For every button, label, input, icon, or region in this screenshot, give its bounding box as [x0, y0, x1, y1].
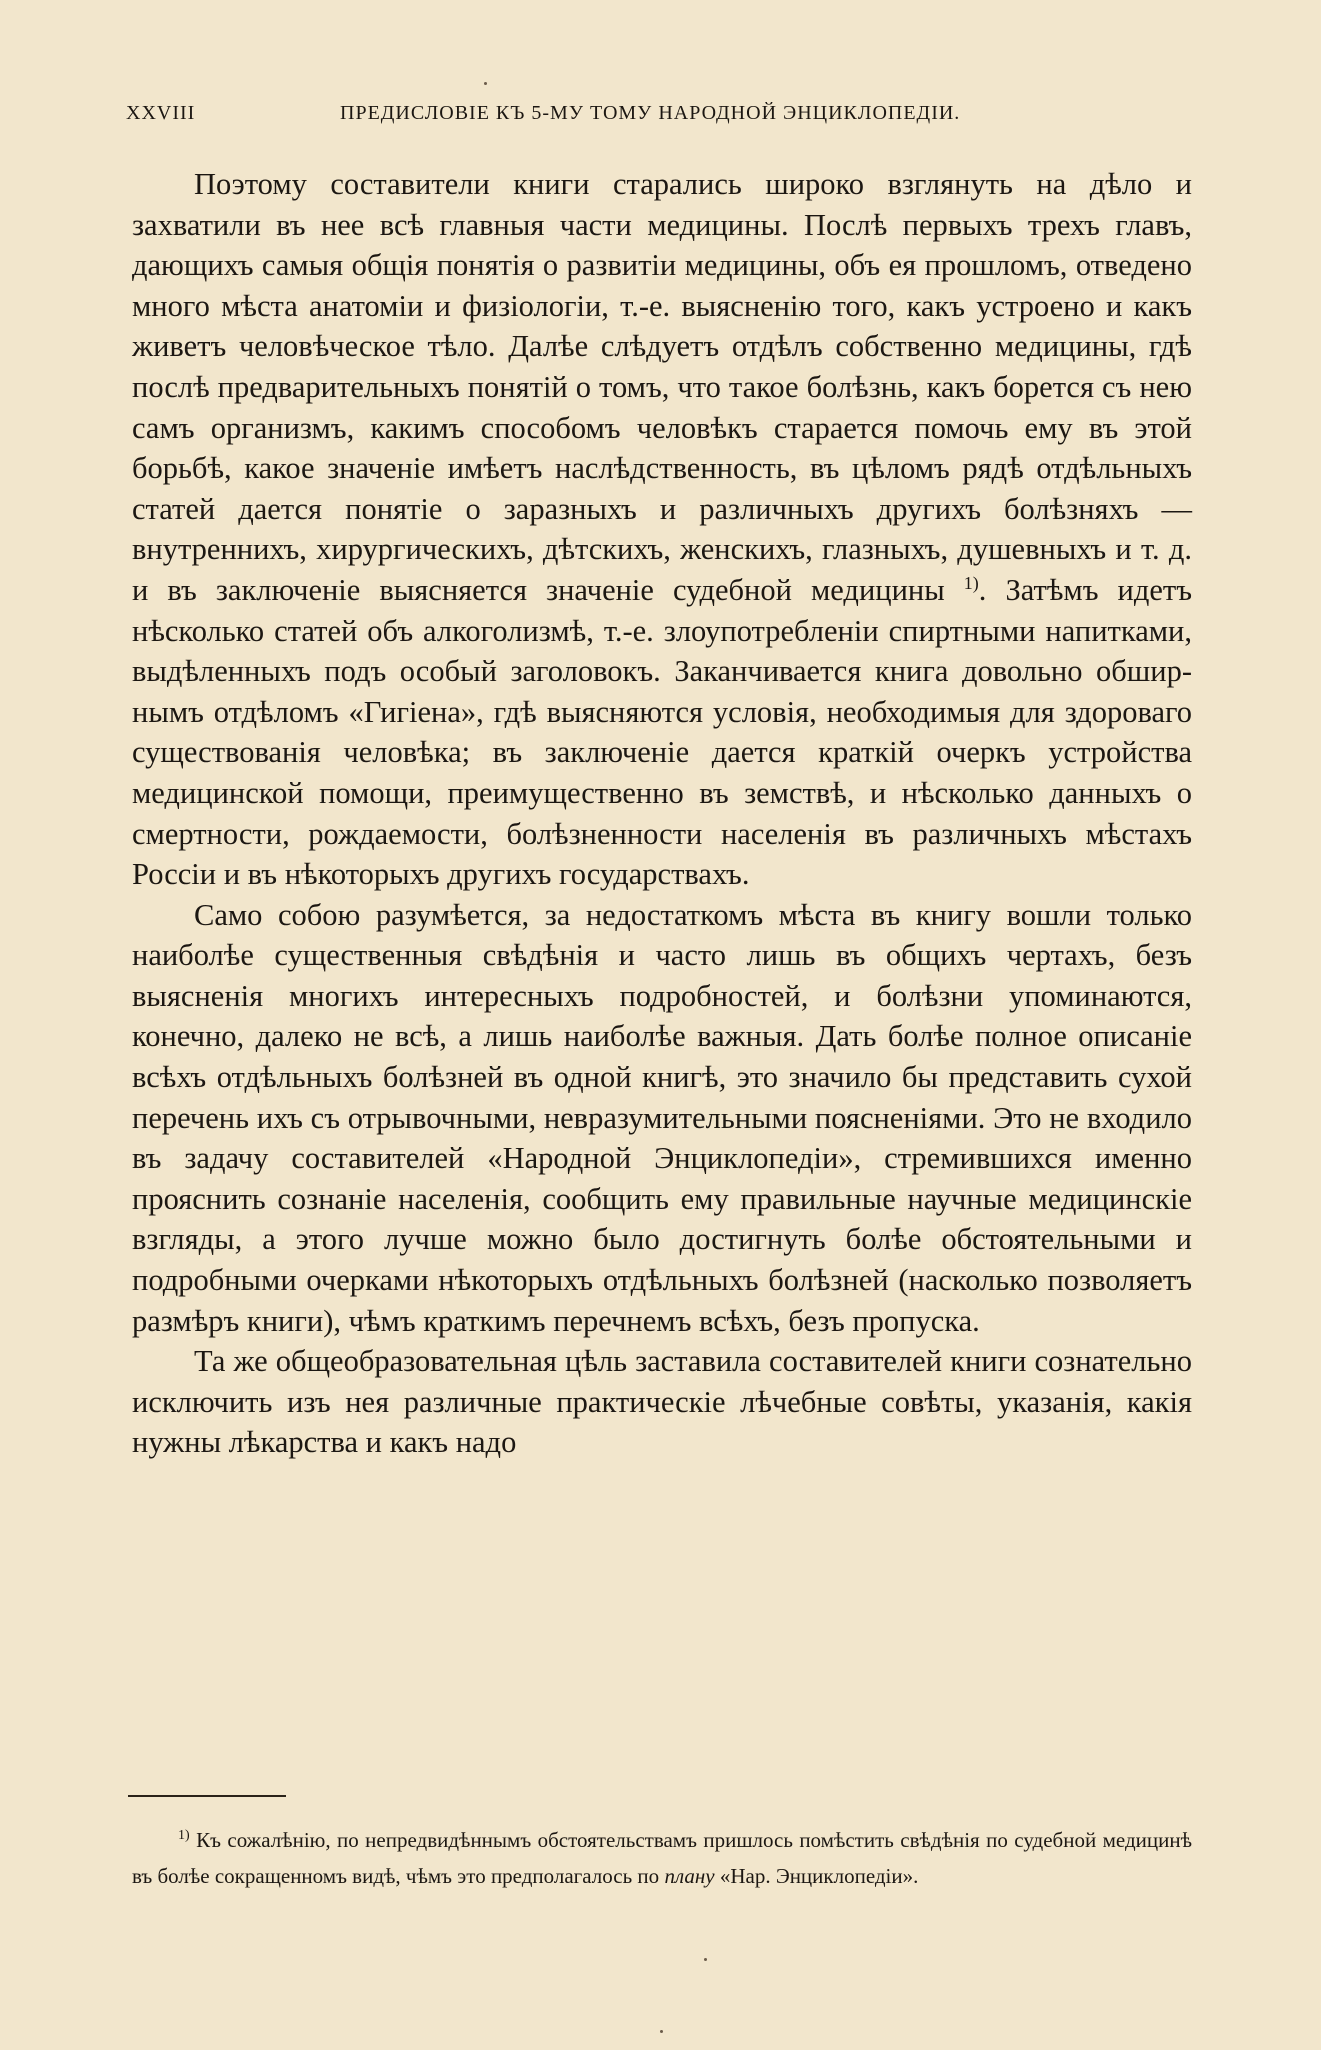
footnote-marker: 1)	[178, 1828, 190, 1843]
paper-speck	[704, 1958, 707, 1961]
footnote-reference: 1)	[963, 572, 979, 593]
running-header	[126, 96, 1196, 132]
paper-speck	[484, 82, 487, 85]
footnote-text-italic: плану	[664, 1864, 715, 1888]
footnote-text-b: «Нар. Энциклопедіи».	[714, 1864, 919, 1888]
paragraph-1	[132, 164, 1192, 895]
paragraph-2: Само собою разумѣется, за недостаткомъ мѣста въ книгу вошли только наиболѣе существенныя свѣдѣнія и часто лишь въ общихъ чертахъ, безъ выясненія многихъ интересныхъ подробностей, и болѣзни упоминаются, конечно, далеко не всѣ, а лишь наиболѣе важныя. Дать болѣе полное описаніе всѣхъ отдѣльныхъ болѣзней въ одной книгѣ, это значило бы представить сухой перечень ихъ съ отрывочными, невразумительными поясненіями. Это не входило въ задачу составителей «Народной Энциклопедіи», стремившихся именно прояснить сознаніе населенія, сообщить ему правильные научные медицинскіе взгляды, а этого лучше можно было достигнуть болѣе обстоятельными и подробными очерками нѣкоторыхъ отдѣльныхъ болѣзней (насколько позволяетъ размѣръ книги), чѣмъ краткимъ перечнемъ всѣхъ, безъ пропуска.	[132, 897, 1192, 1338]
body-text	[132, 164, 1192, 1463]
footnote-divider	[128, 1795, 286, 1797]
paragraph-3: Та же общеобразовательная цѣль заставила составителей книги сознательно исключить изъ нея различные практическіе лѣчебные совѣты, указанія, какія нужны лѣкарства и какъ надо	[132, 1344, 1192, 1460]
paragraph-1-text-b: . Затѣмъ идетъ нѣсколько статей объ алкоголизмѣ, т.-е. злоупотребленіи спиртными напитками, выдѣленныхъ подъ особый заголовокъ. Заканчивается книга довольно обширнымъ отдѣломъ «Гигіена», гдѣ выясняются условія, необходимыя для здороваго существованія человѣка; въ заключеніе дается краткій очеркъ устройства медицинской помощи, преимущественно въ земствѣ, и нѣсколько данныхъ о смертности, рождаемости, болѣзненности населенія въ различныхъ мѣстахъ Россіи и въ нѣкоторыхъ другихъ государствахъ.	[132, 572, 1193, 892]
footnote-text-a: Къ сожалѣнію, по непредвидѣннымъ обстоятельствамъ пришлось помѣстить свѣдѣнія по судебной медицинѣ въ болѣе сокращенномъ видѣ, чѣмъ это предполагалось по	[132, 1828, 1192, 1888]
footnote	[132, 1822, 1192, 1894]
running-title: ПРЕДИСЛОВІЕ КЪ 5-МУ ТОМУ НАРОДНОЙ ЭНЦИКЛОПЕДІИ.	[340, 102, 961, 124]
paper-speck	[660, 2030, 663, 2033]
page-number: XXVIII	[126, 102, 196, 124]
paragraph-1-text-a: Поэтому составители книги старались широко взглянуть на дѣло и захватили въ нее всѣ главныя части медицины. Послѣ первыхъ трехъ главъ, дающихъ самыя общія понятія о развитіи медицины, объ ея прошломъ, отведено много мѣста анатоміи и физіологіи, т.-е. выясненію того, какъ устроено и какъ живетъ человѣческое тѣло. Далѣе слѣдуетъ отдѣлъ собственно медицины, гдѣ послѣ предварительныхъ понятій о томъ, что такое болѣзнь, какъ борется съ нею самъ организмъ, какимъ способомъ человѣкъ старается помочь ему въ этой борьбѣ, какое значеніе имѣетъ наслѣдственность, въ цѣломъ рядѣ отдѣльныхъ статей дается понятіе о заразныхъ и различныхъ другихъ болѣзняхъ — внутреннихъ, хирургическихъ, дѣтскихъ, женскихъ, глазныхъ, душевныхъ и т. д. и въ заключеніе выясняется значеніе судебной медицины	[132, 167, 1192, 607]
